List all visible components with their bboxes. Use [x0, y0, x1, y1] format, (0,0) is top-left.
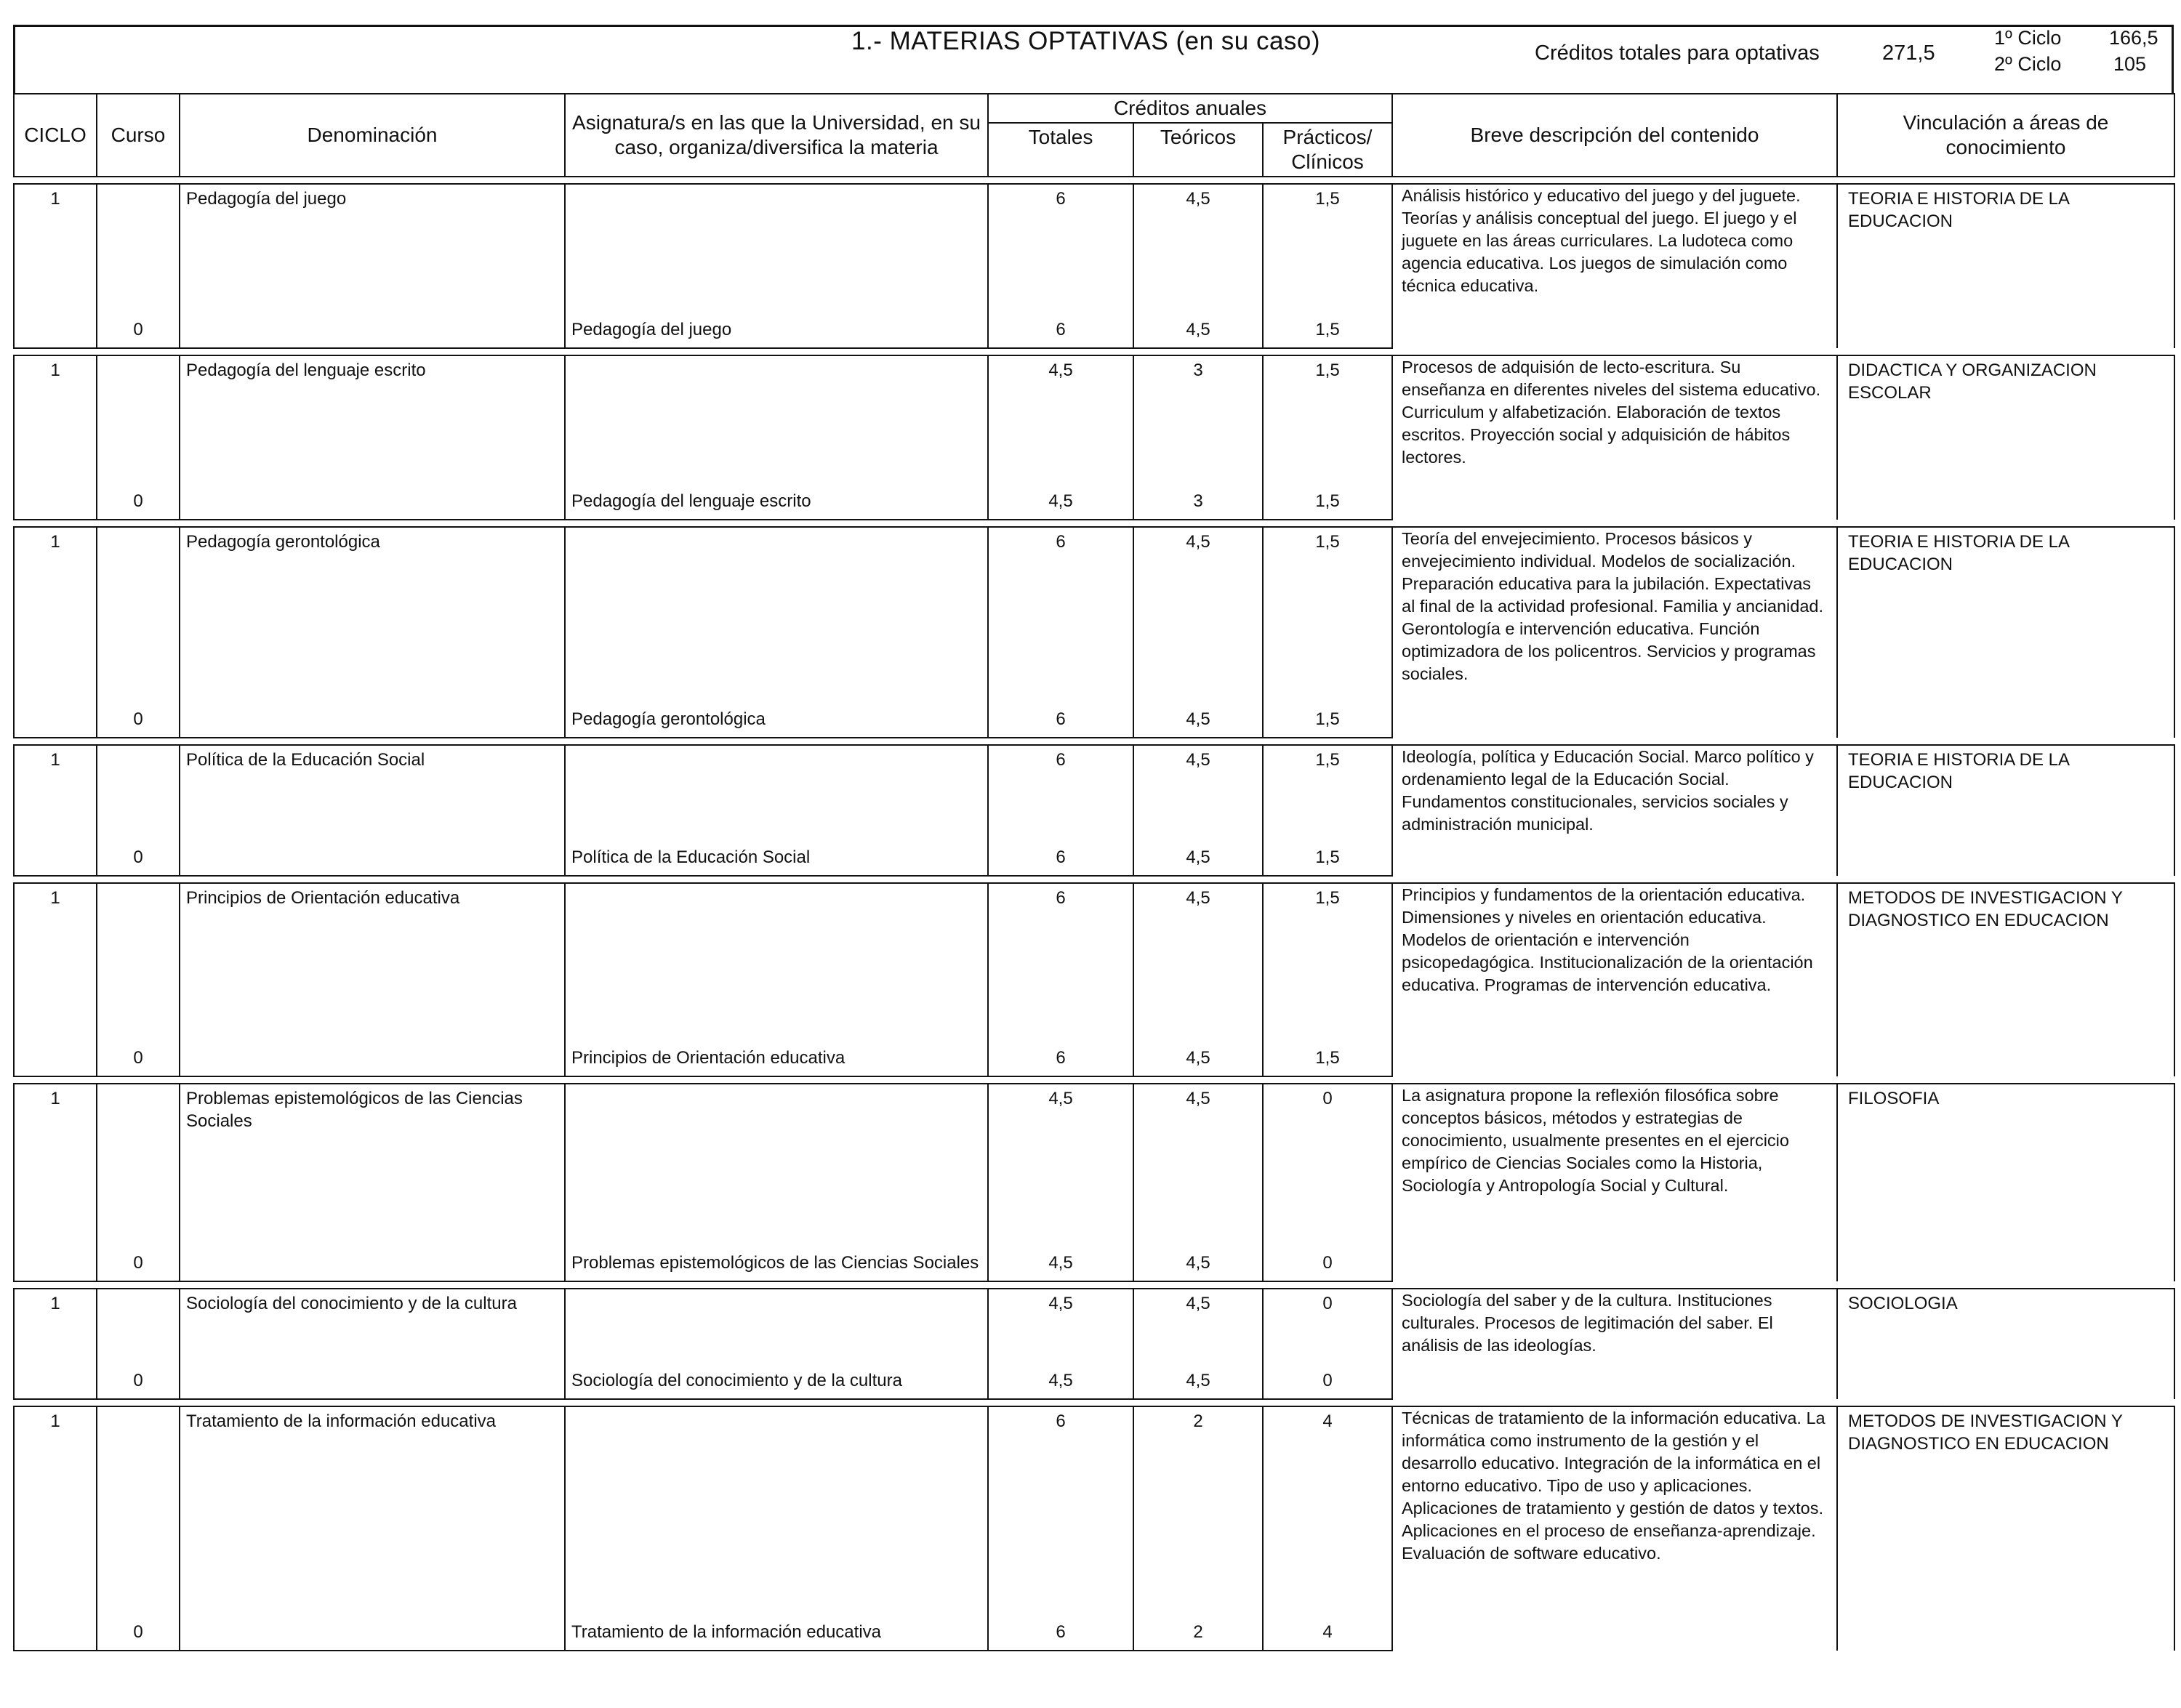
- denominacion-cell: Principios de Orientación educativa: [180, 883, 565, 1036]
- denominacion-cell-empty: [180, 1036, 565, 1076]
- totales-cell: 6: [988, 883, 1133, 1036]
- teoricos-cell: 4,5: [1133, 184, 1263, 315]
- teoricos-cell: 3: [1133, 486, 1263, 520]
- table-row: [14, 1406, 2174, 1607]
- curso-cell: 0: [97, 1238, 180, 1281]
- cycle1-value: 166,5: [2109, 27, 2158, 49]
- area-cell: TEORIA E HISTORIA DE LA EDUCACION: [1837, 527, 2174, 738]
- curso-cell-empty: [97, 1084, 180, 1238]
- asignatura-cell-empty: [565, 184, 988, 315]
- col-descripcion: Breve descripción del contenido: [1392, 94, 1837, 177]
- col-vinculacion: Vinculación a áreas de conocimiento: [1837, 94, 2174, 177]
- ciclo-cell: 1: [14, 1406, 97, 1607]
- descripcion-cell: Técnicas de tratamiento de la información educativa. La informática como instrumento de la gestión y el desarrollo educativo. Integración de la informática en el entorno educativo. Tipo de uso y aplicaciones. Aplicaciones de tratamiento y gestión de datos y textos. Aplicaciones en el proceso de enseñanza-aprendizaje. Evaluación de software educativo.: [1392, 1406, 1837, 1651]
- descripcion-cell: La asignatura propone la reflexión filosófica sobre conceptos básicos, métodos y estrategias de conocimiento, usualmente presentes en el ejercicio empírico de Ciencias Sociales como la Historia, Sociología y Antropología Social y Cultural.: [1392, 1084, 1837, 1281]
- col-teoricos: Teóricos: [1133, 123, 1263, 177]
- denominacion-cell-empty: [180, 1361, 565, 1399]
- table-row: [14, 1084, 2174, 1238]
- totales-cell: 6: [988, 1607, 1133, 1651]
- col-totales: Totales: [988, 123, 1133, 177]
- descripcion-cell: Sociología del saber y de la cultura. Instituciones culturales. Procesos de legitimación del saber. El análisis de las ideologías.: [1392, 1289, 1837, 1399]
- ciclo-cell: 1: [14, 1084, 97, 1238]
- curso-cell: 0: [97, 697, 180, 738]
- curso-cell: 0: [97, 839, 180, 876]
- curso-cell-empty: [97, 745, 180, 839]
- ciclo-cell-empty: [14, 1238, 97, 1281]
- curso-cell-empty: [97, 1406, 180, 1607]
- practicos-cell: 0: [1263, 1238, 1392, 1281]
- table-header: [14, 94, 2174, 177]
- practicos-cell: 1,5: [1263, 184, 1392, 315]
- teoricos-cell: 4,5: [1133, 745, 1263, 839]
- practicos-cell: 4: [1263, 1607, 1392, 1651]
- asignatura-cell-empty: [565, 745, 988, 839]
- ciclo-cell-empty: [14, 839, 97, 876]
- area-cell: FILOSOFIA: [1837, 1084, 2174, 1281]
- teoricos-cell: 4,5: [1133, 1084, 1263, 1238]
- col-denominacion: Denominación: [180, 94, 565, 177]
- ciclo-cell-empty: [14, 315, 97, 348]
- curso-cell-empty: [97, 1289, 180, 1361]
- curso-cell-empty: [97, 184, 180, 315]
- denominacion-cell-empty: [180, 486, 565, 520]
- col-creditos: Créditos anuales: [988, 94, 1392, 123]
- denominacion-cell: Pedagogía gerontológica: [180, 527, 565, 697]
- table-row: [14, 527, 2174, 697]
- col-asignatura: Asignatura/s en las que la Universidad, en su caso, organiza/diversifica la materia: [565, 94, 988, 177]
- totales-cell: 4,5: [988, 486, 1133, 520]
- table-row: [14, 184, 2174, 315]
- descripcion-cell: Teoría del envejecimiento. Procesos básicos y envejecimiento individual. Modelos de socialización. Preparación educativa para la jubilación. Expectativas al final de la actividad profesional. Familia y ancianidad. Gerontología e intervención educativa. Función optimizadora de los policentros. Servicios y programas sociales.: [1392, 527, 1837, 738]
- teoricos-cell: 3: [1133, 355, 1263, 486]
- ciclo-cell: 1: [14, 1289, 97, 1361]
- subjects-table: [13, 93, 2175, 1651]
- col-practicos: Prácticos/ Clínicos: [1263, 123, 1392, 177]
- ciclo-cell-empty: [14, 1607, 97, 1651]
- practicos-cell: 1,5: [1263, 486, 1392, 520]
- curso-cell-empty: [97, 355, 180, 486]
- table-row: [14, 745, 2174, 839]
- teoricos-cell: 4,5: [1133, 315, 1263, 348]
- practicos-cell: 4: [1263, 1406, 1392, 1607]
- practicos-cell: 1,5: [1263, 839, 1392, 876]
- denominacion-cell: Sociología del conocimiento y de la cultura: [180, 1289, 565, 1361]
- totales-cell: 6: [988, 1036, 1133, 1076]
- asignatura-cell-empty: [565, 1084, 988, 1238]
- area-cell: TEORIA E HISTORIA DE LA EDUCACION: [1837, 184, 2174, 348]
- teoricos-cell: 4,5: [1133, 1036, 1263, 1076]
- totales-cell: 6: [988, 697, 1133, 738]
- denominacion-cell-empty: [180, 697, 565, 738]
- ciclo-cell-empty: [14, 486, 97, 520]
- curso-cell: 0: [97, 315, 180, 348]
- teoricos-cell: 4,5: [1133, 1289, 1263, 1361]
- denominacion-cell: Pedagogía del juego: [180, 184, 565, 315]
- table-row: [14, 883, 2174, 1036]
- denominacion-cell: Problemas epistemológicos de las Ciencias Sociales: [180, 1084, 565, 1238]
- col-curso: Curso: [97, 94, 180, 177]
- optional-subjects-page: [13, 25, 2174, 1651]
- ciclo-cell-empty: [14, 697, 97, 738]
- cycle2-label: 2º Ciclo: [1994, 53, 2062, 75]
- ciclo-cell: 1: [14, 184, 97, 315]
- totales-cell: 6: [988, 184, 1133, 315]
- asignatura-cell: Tratamiento de la información educativa: [565, 1607, 988, 1651]
- asignatura-cell-empty: [565, 1289, 988, 1361]
- area-cell: TEORIA E HISTORIA DE LA EDUCACION: [1837, 745, 2174, 876]
- asignatura-cell: Sociología del conocimiento y de la cultura: [565, 1361, 988, 1399]
- title-bar: [13, 25, 2174, 93]
- practicos-cell: 0: [1263, 1289, 1392, 1361]
- asignatura-cell-empty: [565, 883, 988, 1036]
- totales-cell: 6: [988, 315, 1133, 348]
- cycle2-value: 105: [2113, 53, 2147, 75]
- ciclo-cell: 1: [14, 355, 97, 486]
- totales-cell: 4,5: [988, 1361, 1133, 1399]
- totales-cell: 4,5: [988, 1289, 1133, 1361]
- asignatura-cell: Problemas epistemológicos de las Ciencias Sociales: [565, 1238, 988, 1281]
- practicos-cell: 1,5: [1263, 745, 1392, 839]
- denominacion-cell-empty: [180, 1238, 565, 1281]
- asignatura-cell: Principios de Orientación educativa: [565, 1036, 988, 1076]
- table-row: [14, 355, 2174, 486]
- asignatura-cell-empty: [565, 355, 988, 486]
- area-cell: DIDACTICA Y ORGANIZACION ESCOLAR: [1837, 355, 2174, 520]
- totales-cell: 4,5: [988, 1084, 1133, 1238]
- teoricos-cell: 4,5: [1133, 1361, 1263, 1399]
- curso-cell: 0: [97, 1036, 180, 1076]
- area-cell: METODOS DE INVESTIGACION Y DIAGNOSTICO EN EDUCACION: [1837, 883, 2174, 1076]
- curso-cell-empty: [97, 883, 180, 1036]
- asignatura-cell: Política de la Educación Social: [565, 839, 988, 876]
- totales-cell: 4,5: [988, 355, 1133, 486]
- practicos-cell: 1,5: [1263, 355, 1392, 486]
- denominacion-cell: Tratamiento de la información educativa: [180, 1406, 565, 1607]
- practicos-cell: 1,5: [1263, 527, 1392, 697]
- asignatura-cell-empty: [565, 1406, 988, 1607]
- col-ciclo: CICLO: [14, 94, 97, 177]
- teoricos-cell: 4,5: [1133, 527, 1263, 697]
- descripcion-cell: Procesos de adquisión de lecto-escritura. Su enseñanza en diferentes niveles del sistema educativo. Curriculum y alfabetización. Elaboración de textos escritos. Proyección social y adquisición de hábitos lectores.: [1392, 355, 1837, 520]
- area-cell: SOCIOLOGIA: [1837, 1289, 2174, 1399]
- teoricos-cell: 2: [1133, 1607, 1263, 1651]
- curso-cell: 0: [97, 1607, 180, 1651]
- teoricos-cell: 4,5: [1133, 883, 1263, 1036]
- practicos-cell: 0: [1263, 1084, 1392, 1238]
- area-cell: METODOS DE INVESTIGACION Y DIAGNOSTICO EN EDUCACION: [1837, 1406, 2174, 1651]
- denominacion-cell: Política de la Educación Social: [180, 745, 565, 839]
- descripcion-cell: Principios y fundamentos de la orientación educativa. Dimensiones y niveles en orientación educativa. Modelos de orientación e intervención psicopedagógica. Institucionalización de la orientación educativa. Programas de intervención educativa.: [1392, 883, 1837, 1076]
- asignatura-cell: Pedagogía gerontológica: [565, 697, 988, 738]
- ciclo-cell: 1: [14, 883, 97, 1036]
- practicos-cell: 1,5: [1263, 883, 1392, 1036]
- totales-cell: 4,5: [988, 1238, 1133, 1281]
- totales-cell: 6: [988, 1406, 1133, 1607]
- practicos-cell: 1,5: [1263, 1036, 1392, 1076]
- descripcion-cell: Análisis histórico y educativo del juego y del juguete. Teorías y análisis conceptual del juego. El juego y el juguete en las áreas curriculares. La ludoteca como agencia educativa. Los juegos de simulación como técnica educativa.: [1392, 184, 1837, 348]
- page-title: 1.- MATERIAS OPTATIVAS (en su caso): [851, 27, 1321, 55]
- curso-cell-empty: [97, 527, 180, 697]
- totales-cell: 6: [988, 839, 1133, 876]
- asignatura-cell-empty: [565, 527, 988, 697]
- ciclo-cell: 1: [14, 745, 97, 839]
- teoricos-cell: 2: [1133, 1406, 1263, 1607]
- teoricos-cell: 4,5: [1133, 697, 1263, 738]
- cycle1-label: 1º Ciclo: [1994, 27, 2062, 49]
- asignatura-cell: Pedagogía del juego: [565, 315, 988, 348]
- denominacion-cell-empty: [180, 1607, 565, 1651]
- table-body: [14, 177, 2174, 1651]
- curso-cell: 0: [97, 486, 180, 520]
- credits-label: Créditos totales para optativas: [1535, 41, 1820, 65]
- denominacion-cell-empty: [180, 839, 565, 876]
- teoricos-cell: 4,5: [1133, 1238, 1263, 1281]
- totales-cell: 6: [988, 527, 1133, 697]
- ciclo-cell-empty: [14, 1361, 97, 1399]
- teoricos-cell: 4,5: [1133, 839, 1263, 876]
- denominacion-cell: Pedagogía del lenguaje escrito: [180, 355, 565, 486]
- table-row: [14, 1289, 2174, 1361]
- practicos-cell: 1,5: [1263, 315, 1392, 348]
- practicos-cell: 0: [1263, 1361, 1392, 1399]
- ciclo-cell: 1: [14, 527, 97, 697]
- asignatura-cell: Pedagogía del lenguaje escrito: [565, 486, 988, 520]
- credits-total: 271,5: [1882, 41, 1935, 65]
- curso-cell: 0: [97, 1361, 180, 1399]
- ciclo-cell-empty: [14, 1036, 97, 1076]
- denominacion-cell-empty: [180, 315, 565, 348]
- practicos-cell: 1,5: [1263, 697, 1392, 738]
- descripcion-cell: Ideología, política y Educación Social. Marco político y ordenamiento legal de la Educación Social. Fundamentos constitucionales, servicios sociales y administración municipal.: [1392, 745, 1837, 876]
- totales-cell: 6: [988, 745, 1133, 839]
